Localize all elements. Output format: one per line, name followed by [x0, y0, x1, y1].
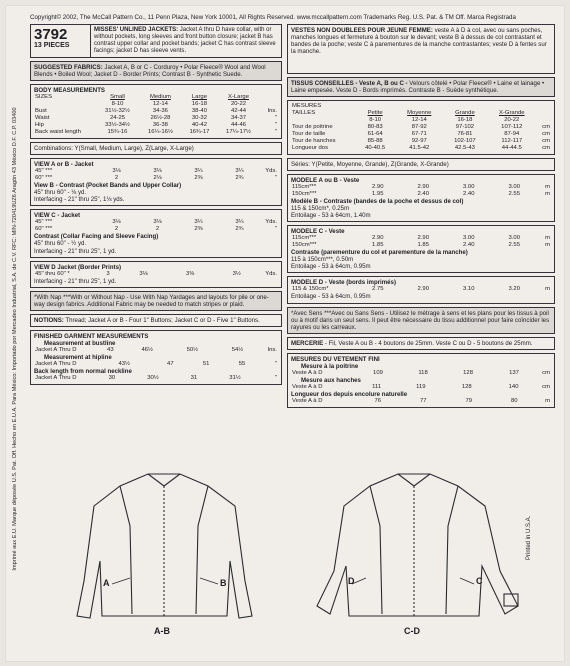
- yardage-label: 45" ***: [35, 168, 53, 175]
- measure-value: 107-112: [501, 123, 523, 130]
- finished-value: 43½: [118, 361, 130, 368]
- tailles-header-row: [291, 110, 551, 117]
- body-measurements: [30, 84, 282, 139]
- body-measurements-title: BODY MEASUREMENTS: [34, 87, 105, 95]
- yardage-value: 3⅜: [185, 270, 195, 277]
- measure-value: 87-94: [504, 130, 520, 137]
- view-c-contrast-yardage: 45" thru 60" - ½ yd.: [34, 240, 87, 248]
- combinations: Combinations: Y(Small, Medium, Large), Z(Large, X-Large): [30, 142, 282, 155]
- yardage-label: 115cm***: [292, 183, 317, 190]
- view-d-table: [34, 271, 278, 278]
- yardage-row: [34, 271, 278, 278]
- modele-b-contraste: Modèle B - Contraste (bandes de la poche et dessus de col): [291, 197, 464, 205]
- finished-unit: ": [274, 361, 277, 368]
- finished-value: 31: [190, 375, 198, 382]
- measure-value: 76-81: [457, 130, 473, 137]
- finished-row: [34, 361, 278, 368]
- tissus-conseilles: [287, 77, 555, 97]
- pieces-count: 13 PIECES: [34, 42, 70, 49]
- finished-row: [291, 370, 551, 377]
- yardage-value: 1.85: [372, 242, 384, 249]
- finished-value: 47: [167, 361, 174, 368]
- size-number: 16-18: [457, 117, 473, 124]
- yardage-value: 3.10: [463, 286, 475, 293]
- poitrine-table: [291, 370, 551, 377]
- modele-c-metrage: [287, 225, 555, 273]
- size-name: Large: [191, 94, 207, 101]
- measure-value: 112-117: [501, 137, 523, 144]
- measure-unit: ": [274, 128, 277, 135]
- yardage-value: 3⅛: [112, 168, 121, 175]
- pattern-number: 3792: [34, 26, 68, 43]
- measure-label: Tour de poitrine: [292, 123, 333, 130]
- measure-value: 42-44: [230, 108, 247, 115]
- measure-value: 42.5-43: [454, 144, 475, 151]
- measure-value: 40-42: [191, 122, 207, 129]
- french-description: [287, 24, 555, 74]
- finished-value: 31½: [229, 375, 241, 382]
- yardage-value: 2.40: [417, 190, 429, 197]
- measure-value: 44-44.5: [501, 144, 522, 151]
- yardage-unit: Yds.: [265, 168, 277, 175]
- yardage-unit: ": [274, 226, 277, 233]
- measure-value: 41.5-42: [409, 144, 430, 151]
- hanches-title: Mesure aux hanches: [301, 377, 361, 385]
- yardage-row: [34, 168, 278, 175]
- modele-b-contraste-metrage: 115 & 150cm*, 0.25m: [291, 204, 350, 212]
- yardage-label: 115cm***: [292, 235, 317, 242]
- yardage-value: 2.90: [372, 235, 384, 242]
- finished-value: 46½: [141, 347, 153, 354]
- modele-d-table: [291, 286, 551, 293]
- finished-measurements: [30, 330, 282, 385]
- finished-label: Veste A à D: [292, 384, 323, 391]
- modele-c-table: [291, 235, 551, 249]
- view-ab-yardage: [30, 158, 282, 206]
- finished-row: [291, 384, 551, 391]
- yardage-value: 2⅜: [194, 226, 203, 233]
- size-name: Medium: [149, 94, 171, 101]
- yardage-row: [291, 242, 551, 249]
- finished-label: Jacket A Thru D: [35, 375, 77, 382]
- measure-row: [291, 124, 551, 131]
- bust-measure-title: Measurement at bustline: [44, 340, 116, 348]
- finished-unit: m: [545, 398, 550, 405]
- modele-d-entoilage: Entoilage - 53 à 64cm, 0.95m: [291, 293, 371, 301]
- mesures: [287, 100, 555, 154]
- yardage-label: 150cm***: [292, 242, 317, 249]
- yardage-value: 3¼: [194, 219, 203, 226]
- measure-value: 87-92: [411, 123, 427, 130]
- yardage-value: 3¼: [194, 168, 203, 175]
- size-numbers-row: [34, 101, 278, 108]
- yardage-row: [291, 184, 551, 191]
- jacket-back-drawings: [30, 466, 554, 646]
- measure-value: 31½-32½: [105, 108, 130, 115]
- finished-row: [34, 347, 278, 354]
- measure-value: 61-64: [367, 130, 383, 137]
- yardage-value: 2.90: [417, 235, 429, 242]
- yardage-unit: Yds.: [265, 270, 277, 277]
- view-ab-table: [34, 168, 278, 182]
- pattern-id: [31, 25, 91, 57]
- yardage-row: [291, 286, 551, 293]
- size-name: X-Grande: [498, 110, 525, 117]
- view-label-cd: C-D: [404, 626, 420, 636]
- finished-value: 54½: [231, 347, 244, 354]
- view-label-b: B: [220, 578, 227, 588]
- view-c-contrast: Contrast (Collar Facing and Sleeve Facing): [34, 233, 159, 241]
- yardage-value: 3.00: [508, 235, 520, 242]
- finished-value: 128: [463, 370, 473, 377]
- french-description-text: veste A à D à col, avec ou sans poches, manches longues et fermeture à bouton sur le devant; veste B à dessus de col contrastant et bandes de la poche; veste C à parementures de la manche contrastantes; veste D à fentes sur la manche.: [291, 27, 547, 56]
- size-name: Petite: [367, 110, 383, 117]
- measure-value: 40-40.5: [365, 144, 386, 151]
- jacket-ab-back-sketch: [77, 474, 252, 618]
- measure-label: Longueur dos: [292, 144, 329, 151]
- measure-row: [34, 115, 278, 122]
- measure-unit: ": [274, 115, 277, 122]
- yardage-value: 1.95: [372, 190, 384, 197]
- yardage-value: 2.90: [417, 183, 429, 190]
- notions-title: NOTIONS:: [34, 317, 64, 325]
- finished-value: 51: [202, 361, 210, 368]
- yardage-value: 2.90: [372, 183, 384, 190]
- finished-title-french: MESURES DU VETEMENT FINI: [291, 356, 380, 363]
- measure-value: 36-38: [152, 122, 168, 129]
- yardage-value: 2¾: [235, 226, 244, 233]
- finished-value: 118: [418, 370, 428, 377]
- english-column: [30, 24, 282, 388]
- view-ab-title: VIEW A or B - Jacket: [34, 161, 94, 168]
- yardage-value: 1.85: [417, 242, 429, 249]
- measure-value: 92-97: [411, 137, 427, 144]
- measure-row: [291, 145, 551, 152]
- yardage-value: 3⅛: [153, 168, 162, 175]
- finished-value: 80: [510, 398, 518, 405]
- finished-title: FINISHED GARMENT MEASUREMENTS: [34, 333, 149, 341]
- mercerie-text: - Fil, Veste A ou B - 4 boutons de 25mm. Veste C ou D - 5 boutons de 25mm.: [323, 339, 533, 347]
- measure-value: 38-40: [191, 108, 207, 115]
- tissus-text: Velours côtelé • Polar Fleece® • Laine et lainage • Laine empesée. Veste D - Bords imprimés. Contraste B - Suède synthétique.: [291, 80, 545, 95]
- pattern-description: [91, 25, 281, 57]
- finished-label: Jacket A Thru D: [35, 347, 77, 354]
- tailles-label: TAILLES: [292, 110, 316, 117]
- measure-unit: cm: [542, 123, 550, 130]
- jacket-sketches: [30, 466, 554, 646]
- yardage-row: [34, 219, 278, 226]
- yardage-label: 60" ***: [35, 226, 53, 233]
- measure-row: [291, 131, 551, 138]
- view-d-title: VIEW D Jacket (Border Prints): [34, 263, 122, 271]
- yardage-value: 2⅛: [153, 175, 162, 182]
- nap-note-french: *Avec Sens ***Avec ou Sans Sens - Utilisez le métrage à sens et les plans pour les tissus à poil ou à motif dans un seul sens. Il peut être nécessaire du tissu additionnel pour faire coïncider les rayures ou les carreaux.: [287, 307, 555, 334]
- measure-value: 34-36: [152, 108, 168, 115]
- view-label-c: C: [476, 576, 483, 586]
- size-number: 16-18: [191, 101, 207, 108]
- hip-measure-title: Measurement at hipline: [44, 354, 112, 362]
- pattern-title: MISSES' UNLINED JACKETS:: [94, 27, 179, 33]
- finished-value: 43: [107, 347, 114, 354]
- yardage-value: 3.00: [463, 235, 475, 242]
- yardage-label: 60" ***: [35, 175, 53, 182]
- finished-value: 79: [465, 398, 473, 405]
- yardage-row: [291, 191, 551, 198]
- finished-value: 30½: [147, 375, 159, 382]
- pattern-description-text: Jacket A thru D have collar, with or without pockets, long sleeves and front button closure; jacket B has contrast upper collar and pocket bands; jacket C has contrast sleeve facings; jacket D has sleeve vents.: [94, 27, 276, 55]
- finished-unit: cm: [542, 370, 550, 377]
- yardage-value: 2.55: [508, 242, 520, 249]
- back-length-table: [34, 375, 278, 382]
- size-number: 12-14: [411, 117, 427, 124]
- hanches-table: [291, 384, 551, 391]
- fabrics-title: SUGGESTED FABRICS:: [34, 64, 103, 72]
- yardage-row: [34, 175, 278, 182]
- size-number: 8-10: [111, 101, 124, 108]
- nap-note: *With Nap ***With or Without Nap - Use With Nap Yardages and layouts for pile or one-way design fabrics. Additional Fabric may be needed to match stripes or plaid.: [30, 291, 282, 311]
- measure-unit: cm: [542, 144, 550, 151]
- yardage-unit: m: [545, 190, 550, 197]
- view-b-interfacing: Interfacing - 21" thru 25", 1⅛ yds.: [34, 196, 125, 204]
- finished-value: 76: [374, 398, 382, 405]
- yardage-value: 3¼: [235, 219, 244, 226]
- modele-c-title: MODELE C - Veste: [291, 228, 345, 236]
- measure-value: 44-46: [230, 122, 247, 129]
- measure-value: 24-25: [109, 115, 126, 122]
- finished-value: 30: [108, 375, 116, 382]
- measure-value: 97-102: [455, 123, 475, 130]
- size-name: X-Large: [228, 94, 249, 101]
- yardage-label: 150cm***: [292, 190, 317, 197]
- measure-value: 30-32: [191, 115, 207, 122]
- measure-unit: cm: [542, 137, 550, 144]
- yardage-row: [34, 226, 278, 233]
- yardage-unit: m: [545, 235, 550, 242]
- size-number: 20-22: [230, 101, 247, 108]
- yardage-unit: m: [545, 242, 550, 249]
- mesures-table: [291, 103, 551, 151]
- view-d-yardage: [30, 261, 282, 288]
- finished-value: 111: [372, 384, 382, 391]
- size-numbers-row: [291, 117, 551, 124]
- yardage-value: 3¼: [235, 168, 244, 175]
- size-number: 8-10: [369, 117, 382, 124]
- measure-label: Bust: [35, 108, 47, 115]
- back-length-title: Back length from normal neckline: [34, 368, 132, 376]
- yardage-value: 2: [114, 175, 119, 182]
- measure-label: Waist: [35, 115, 50, 122]
- modele-b-entoilage: Entoilage - 53 à 64cm, 1.40m: [291, 211, 371, 219]
- measure-row: [291, 138, 551, 145]
- yardage-value: 2: [155, 226, 160, 233]
- yardage-value: 3½: [232, 270, 241, 277]
- measure-value: 67-71: [411, 130, 427, 137]
- measure-unit: Ins.: [267, 108, 277, 115]
- copyright-line: Copyright© 2002, The McCall Pattern Co., 11 Penn Plaza, New York 10001, All Rights Reserved. www.mccallpattern.com Trademarks Reg. U.S. Pat. & TM Off. Marca Registrada: [30, 14, 516, 21]
- modele-c-entoilage: Entoilage - 53 à 64cm, 0.95m: [291, 263, 371, 271]
- yardage-value: 2¾: [235, 175, 244, 182]
- yardage-value: 3⅛: [112, 219, 121, 226]
- yardage-label: 115 & 150cm*: [292, 286, 329, 293]
- yardage-label: 45" thru 60" *: [35, 270, 70, 277]
- measure-label: Tour de taille: [292, 130, 326, 137]
- yardage-value: 3: [106, 270, 110, 277]
- measure-row: [34, 122, 278, 129]
- modele-ab-metrage: [287, 174, 555, 222]
- size-name: Moyenne: [407, 110, 432, 117]
- bust-table: [34, 347, 278, 354]
- finished-value: 55: [238, 361, 246, 368]
- modele-ab-table: [291, 184, 551, 198]
- finished-value: 137: [509, 370, 519, 377]
- yardage-label: 45" ***: [35, 219, 53, 226]
- french-title: VESTES NON DOUBLEES POUR JEUNE FEMME:: [291, 27, 433, 34]
- yardage-unit: Yds.: [265, 219, 277, 226]
- finished-label: Veste A à D: [292, 398, 323, 405]
- jacket-cd-back-sketch: [317, 474, 518, 616]
- yardage-value: 2.40: [463, 190, 475, 197]
- measure-value: 15¾-16: [107, 128, 128, 135]
- hip-table: [34, 361, 278, 368]
- modele-c-contraste-metrage: 115 à 150cm***, 0.50m: [291, 256, 354, 264]
- notions: [30, 314, 282, 327]
- view-label-ab: A-B: [154, 626, 170, 636]
- size-name: Small: [110, 94, 125, 101]
- view-d-interfacing: Interfacing - 21" thru 25", 1 yd.: [34, 277, 117, 285]
- measure-value: 34-37: [230, 115, 247, 122]
- mercerie-title: MERCERIE: [291, 339, 324, 347]
- size-number: 20-22: [504, 117, 520, 124]
- measure-value: 16¾-17: [189, 128, 210, 135]
- tissus-title: TISSUS CONSEILLES - Veste A, B ou C -: [291, 80, 408, 87]
- measure-value: 102-107: [454, 137, 476, 144]
- yardage-value: 3.20: [508, 286, 520, 293]
- yardage-value: 2.90: [417, 286, 429, 293]
- french-column: [287, 24, 555, 411]
- yardage-unit: m: [545, 286, 550, 293]
- measure-value: 16¼-16½: [147, 128, 173, 135]
- yardage-row: [291, 235, 551, 242]
- yardage-unit: ": [274, 175, 277, 182]
- finished-row: [34, 375, 278, 382]
- suggested-fabrics: [30, 61, 282, 81]
- side-import-notice: [8, 40, 22, 646]
- finished-value: 77: [419, 398, 427, 405]
- view-b-contrast: View B - Contrast (Pocket Bands and Upper Collar): [34, 181, 182, 189]
- finished-unit: Ins.: [267, 347, 277, 354]
- finished-label: Veste A à D: [292, 370, 323, 377]
- measure-row: [34, 129, 278, 136]
- yardage-value: 2.40: [463, 242, 475, 249]
- view-c-yardage: [30, 209, 282, 257]
- finished-value: 50½: [186, 347, 199, 354]
- yardage-value: 3.00: [463, 183, 475, 190]
- pattern-header: [30, 24, 282, 58]
- measure-value: 17¼-17½: [226, 128, 251, 135]
- yardage-value: 2.55: [508, 190, 520, 197]
- modele-c-contraste: Contraste (parementure du col et parementure de la manche): [291, 248, 468, 256]
- view-b-contrast-yardage: 45" thru 60" - ⅛ yd.: [34, 189, 87, 197]
- finished-value: 109: [373, 370, 383, 377]
- yardage-value: 3⅛: [153, 219, 162, 226]
- yardage-value: 2: [114, 226, 119, 233]
- finished-value: 128: [461, 384, 472, 391]
- printed-in-usa: Printed in U.S.A.: [526, 515, 532, 560]
- sizes-header-row: [34, 94, 278, 101]
- finished-unit: ": [274, 375, 277, 382]
- measure-value: 26½-28: [150, 115, 171, 122]
- measure-label: Tour de hanches: [292, 137, 336, 144]
- modele-d-metrage: [287, 276, 555, 303]
- view-c-interfacing: Interfacing - 21" thru 25", 1 yd.: [34, 247, 117, 255]
- finished-value: 119: [416, 384, 426, 391]
- view-leader-lines: [112, 578, 474, 584]
- longueur-dos-title: Longueur dos depuis encolure naturelle: [291, 391, 408, 399]
- mesures-title-row: [291, 103, 551, 110]
- notions-text: Thread; Jacket A or B - Four 1" Buttons; Jacket C or D - Five 1" Buttons.: [63, 317, 260, 325]
- finished-value: 140: [508, 384, 519, 391]
- yardage-value: 3.00: [508, 183, 520, 190]
- finished-label: Jacket A Thru D: [35, 361, 77, 368]
- modele-d-title: MODELE D - Veste (bords imprimés): [291, 279, 396, 287]
- view-c-title: VIEW C - Jacket: [34, 212, 81, 220]
- measure-unit: cm: [542, 130, 550, 137]
- size-name: Grande: [455, 110, 475, 117]
- measure-value: 33½-34½: [105, 122, 130, 129]
- side-import-text: Imprimé aux E.U. Marque déposée U.S. Pat. Off. Hecho en E.U.A. Para México: Importado por Mercadeo Industrial, S.A. de C.V. RFC: MIN-720419UZ6 Aragón 43 México D.F. C.P. 03400: [12, 107, 18, 571]
- measure-value: 85-88: [367, 137, 383, 144]
- sizes-label: SIZES: [35, 94, 53, 101]
- mercerie: [287, 337, 555, 350]
- yardage-value: 3⅛: [139, 270, 148, 277]
- longueur-dos-table: [291, 398, 551, 405]
- view-label-a: A: [103, 578, 110, 588]
- mesures-title: MESURES: [292, 103, 322, 110]
- finished-row: [291, 398, 551, 405]
- poitrine-title: Mesure à la poitrine: [301, 363, 359, 371]
- measure-value: 80-83: [367, 123, 383, 130]
- size-number: 12-14: [152, 101, 168, 108]
- measure-label: Hip: [35, 122, 44, 129]
- modele-ab-title: MODELE A ou B - Veste: [291, 176, 360, 184]
- yardage-unit: m: [545, 183, 550, 190]
- measure-label: Back waist length: [35, 128, 81, 135]
- yardage-value: 2⅜: [194, 175, 203, 182]
- body-measurements-table: [34, 94, 278, 135]
- view-label-d: D: [348, 576, 355, 586]
- view-c-table: [34, 219, 278, 233]
- mesures-vetement-fini: [287, 353, 555, 408]
- yardage-value: 2.75: [372, 286, 384, 293]
- series: Séries: Y(Petite, Moyenne, Grande), Z(Grande, X-Grande): [287, 158, 555, 171]
- fabrics-text: Jacket A, B or C - Corduroy • Polar Fleece® Wool and Wool Blends • Boiled Wool; Jacket D - Border Prints; Contrast B - Synthetic Suede.: [34, 64, 266, 79]
- measure-unit: ": [274, 122, 277, 129]
- finished-unit: cm: [542, 384, 550, 391]
